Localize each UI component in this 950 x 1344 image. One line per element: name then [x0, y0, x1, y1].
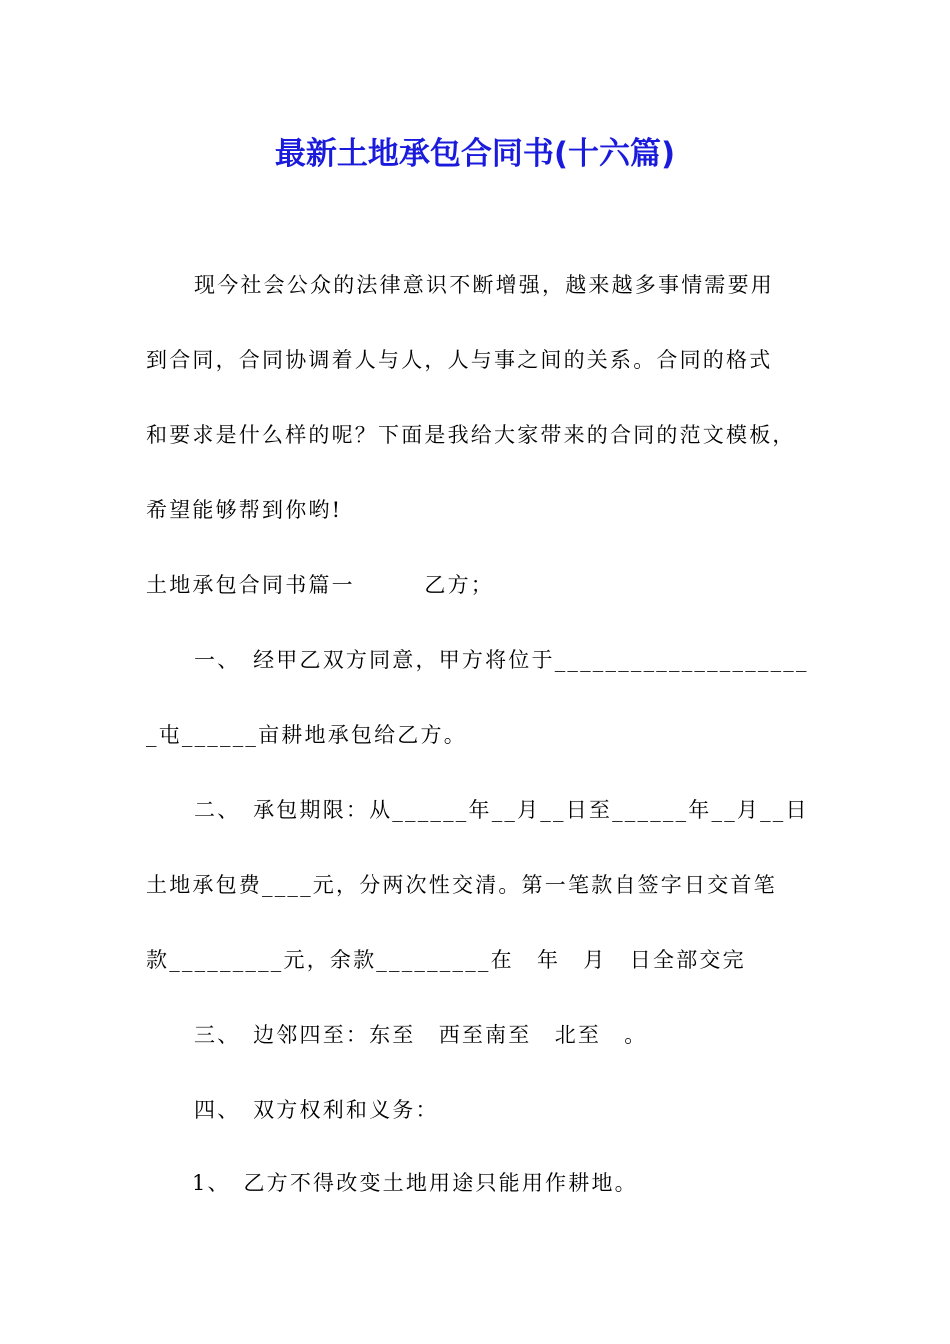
clause-line: 三、 边邻四至：东至 西至南至 北至 。: [194, 1023, 648, 1047]
clause-line: 土地承包费____元，分两次性交清。第一笔款自签字日交首笔: [146, 873, 777, 897]
paragraph-line: 希望能够帮到你哟!: [146, 498, 343, 522]
clause-line: 二、 承包期限：从______年__月__日至______年__月__日: [194, 798, 809, 822]
document-title: 最新土地承包合同书(十六篇): [274, 136, 676, 172]
clause-line: 1、 乙方不得改变土地用途只能用作耕地。: [192, 1171, 638, 1195]
clause-line: 一、 经甲乙双方同意，甲方将位于____________________: [194, 648, 809, 672]
paragraph-line: 和要求是什么样的呢？下面是我给大家带来的合同的范文模板，: [146, 423, 796, 447]
paragraph-line: 到合同，合同协调着人与人，人与事之间的关系。合同的格式: [146, 348, 773, 372]
clause-line: _屯______亩耕地承包给乙方。: [146, 723, 467, 747]
section-heading: 土地承包合同书篇一 乙方；: [146, 573, 494, 597]
clause-line: 款_________元，余款_________在 年 月 日全部交完: [146, 948, 746, 972]
paragraph-line: 现今社会公众的法律意识不断增强，越来越多事情需要用: [194, 273, 774, 297]
clause-line: 四、 双方权利和义务：: [194, 1098, 439, 1122]
